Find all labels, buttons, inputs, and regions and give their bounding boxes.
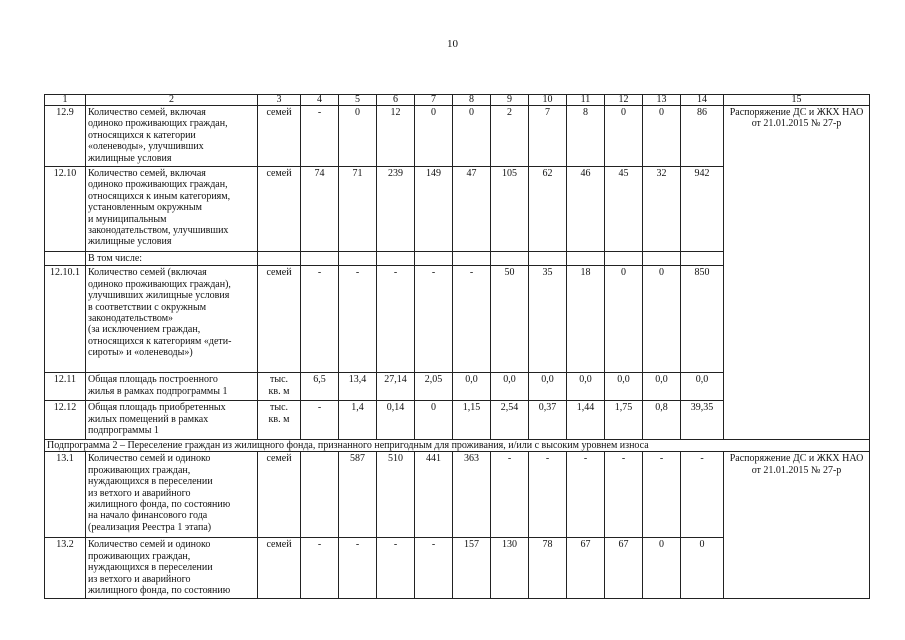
row-value: 0 [643,106,681,167]
row-value: 13,4 [339,373,377,401]
row-value: 74 [301,167,339,252]
row-value: 7 [529,106,567,167]
row-value: 1,75 [605,401,643,440]
row-value: 130 [491,538,529,599]
row-value: 1,4 [339,401,377,440]
row-number: 13.2 [45,538,86,599]
row-value: 71 [339,167,377,252]
row-value: - [529,452,567,538]
row-value: 62 [529,167,567,252]
row-value: - [301,538,339,599]
row-number: 12.10 [45,167,86,252]
row-value: - [339,266,377,373]
row-value: 157 [453,538,491,599]
row-value: - [301,401,339,440]
row-value: 0,0 [643,373,681,401]
row-unit: семей [258,538,301,599]
row-unit: семей [258,266,301,373]
row-value: - [681,452,724,538]
row-value: 35 [529,266,567,373]
row-value: - [301,106,339,167]
row-value: 47 [453,167,491,252]
row-value: 2 [491,106,529,167]
row-unit: тыс. кв. м [258,401,301,440]
row-value: 45 [605,167,643,252]
row-value: 2,54 [491,401,529,440]
row-value: 0 [605,106,643,167]
row-value: 78 [529,538,567,599]
page-number: 10 [447,38,458,50]
table-row [45,452,870,538]
column-header: 1 [45,95,86,106]
column-header: 7 [415,95,453,106]
row-value [681,252,724,266]
row-value: - [377,538,415,599]
column-header: 15 [724,95,870,106]
row-value: 0,0 [605,373,643,401]
row-value [301,252,339,266]
row-value: - [339,538,377,599]
row-value: 441 [415,452,453,538]
row-value: 0,37 [529,401,567,440]
column-header: 9 [491,95,529,106]
row-value: 67 [605,538,643,599]
row-value: 12 [377,106,415,167]
row-unit: семей [258,167,301,252]
row-value [377,252,415,266]
row-value: 0,14 [377,401,415,440]
row-value: 6,5 [301,373,339,401]
row-value [643,252,681,266]
row-value: - [453,266,491,373]
column-header: 2 [86,95,258,106]
row-value: - [415,538,453,599]
row-value: - [605,452,643,538]
column-header: 10 [529,95,567,106]
row-value: 2,05 [415,373,453,401]
row-value: 0,0 [681,373,724,401]
row-value: 0 [415,106,453,167]
row-number: 12.10.1 [45,266,86,373]
row-number: 12.11 [45,373,86,401]
row-number: 13.1 [45,452,86,538]
section-row [45,440,870,452]
row-value: 149 [415,167,453,252]
row-value: - [643,452,681,538]
row-value [453,252,491,266]
row-value [415,252,453,266]
row-number: 12.9 [45,106,86,167]
row-value: 0,8 [643,401,681,440]
row-value: 1,44 [567,401,605,440]
row-value: 239 [377,167,415,252]
row-value: 510 [377,452,415,538]
row-value: 1,15 [453,401,491,440]
row-value: 0 [643,266,681,373]
column-header: 12 [605,95,643,106]
row-value: 0 [453,106,491,167]
row-description: Количество семей, включая одиноко проживающих граждан, относящихся к иным категориям, установленным окружным и муниципальным законодательством, улучшивших жилищные условия [86,167,258,252]
column-header: 8 [453,95,491,106]
row-description: Количество семей и одиноко проживающих граждан, нуждающихся в переселении из ветхого и аварийного жилищного фонда, по состоянию на начало финансового года (реализация Реестра 1 этапа) [86,452,258,538]
row-value: 363 [453,452,491,538]
table-row [45,106,870,167]
row-value: 67 [567,538,605,599]
row-value: 587 [339,452,377,538]
row-description: Количество семей, включая одиноко проживающих граждан, относящихся к категории «оленеводы», улучшивших жилищные условия [86,106,258,167]
indicators-table [44,94,870,599]
row-value: 0,0 [453,373,491,401]
row-value [605,252,643,266]
row-unit [258,252,301,266]
column-header: 4 [301,95,339,106]
row-description: Количество семей и одиноко проживающих граждан, нуждающихся в переселении из ветхого и аварийного жилищного фонда, по состоянию [86,538,258,599]
row-value: 39,35 [681,401,724,440]
row-unit: семей [258,106,301,167]
table-header-row [45,95,870,106]
column-header: 3 [258,95,301,106]
section-title: Подпрограмма 2 – Переселение граждан из жилищного фонда, признанного непригодным для проживания, и/или с высоким уровнем износа [45,440,870,452]
row-value [301,452,339,538]
row-value: 0,0 [491,373,529,401]
row-value: 105 [491,167,529,252]
row-value: 46 [567,167,605,252]
column-header: 11 [567,95,605,106]
row-value: 0 [415,401,453,440]
row-value: 0 [605,266,643,373]
row-value [491,252,529,266]
row-value: - [567,452,605,538]
row-value: 50 [491,266,529,373]
row-value: 0 [339,106,377,167]
row-value: - [415,266,453,373]
row-value: 0,0 [567,373,605,401]
row-value: - [491,452,529,538]
row-number [45,252,86,266]
column-header: 5 [339,95,377,106]
row-description: Общая площадь приобретенных жилых помещений в рамках подпрограммы 1 [86,401,258,440]
row-value: - [301,266,339,373]
row-value [567,252,605,266]
source-note: Распоряжение ДС и ЖКХ НАО от 21.01.2015 № 27-р [724,452,870,599]
row-value: 850 [681,266,724,373]
row-description: Общая площадь построенного жилья в рамках подпрограммы 1 [86,373,258,401]
row-description: В том числе: [86,252,258,266]
row-value: 27,14 [377,373,415,401]
row-value: 32 [643,167,681,252]
row-value: 8 [567,106,605,167]
column-header: 13 [643,95,681,106]
row-value: 0 [681,538,724,599]
row-value [339,252,377,266]
row-value: 942 [681,167,724,252]
column-header: 6 [377,95,415,106]
source-note: Распоряжение ДС и ЖКХ НАО от 21.01.2015 № 27-р [724,106,870,440]
row-value: - [377,266,415,373]
row-value: 18 [567,266,605,373]
row-unit: тыс. кв. м [258,373,301,401]
row-value [529,252,567,266]
row-unit: семей [258,452,301,538]
row-description: Количество семей (включая одиноко проживающих граждан), улучшивших жилищные условия в соответствии с окружным законодательством» (за исключением граждан, относящихся к категориям «дети- сироты» и «оленеводы») [86,266,258,373]
row-value: 86 [681,106,724,167]
column-header: 14 [681,95,724,106]
row-number: 12.12 [45,401,86,440]
row-value: 0,0 [529,373,567,401]
row-value: 0 [643,538,681,599]
